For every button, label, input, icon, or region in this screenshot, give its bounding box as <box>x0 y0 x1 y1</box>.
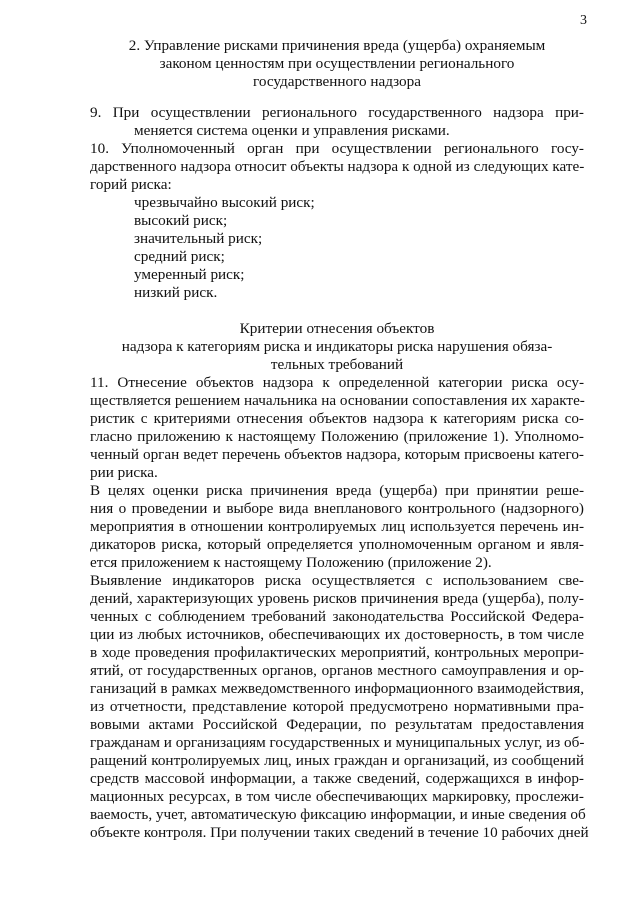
indicators-line-9: вовыми актами Российской Федерации, по результатам предоставления <box>90 716 584 733</box>
risk-list-item-1: чрезвычайно высокий риск; <box>134 194 315 211</box>
indicators-line-10: гражданам и организациям государственных и муниципальных услуг, из об- <box>90 734 585 751</box>
paragraph-10-line-3: горий риска: <box>90 176 172 193</box>
paragraph-11-line-6: рии риска. <box>90 464 158 481</box>
indicators-line-6: ятий, от государственных органов, органов местного самоуправления и ор- <box>90 662 584 679</box>
indicators-line-1: Выявление индикаторов риска осуществляется с использованием све- <box>90 572 584 589</box>
paragraph-10-line-1: 10. Уполномоченный орган при осуществлении регионального госу- <box>90 140 584 157</box>
paragraph-11-line-4: гласно приложению к настоящему Положению (приложение 1). Уполномо- <box>90 428 584 445</box>
risk-assessment-line-4: дикаторов риска, который определяется уполномоченным органом и явля- <box>90 536 584 553</box>
indicators-line-13: мационных ресурсах, в том числе обеспечивающих маркировку, прослежи- <box>90 788 584 805</box>
risk-list-item-4: средний риск; <box>134 248 225 265</box>
risk-list-item-5: умеренный риск; <box>134 266 245 283</box>
indicators-line-8: из отчетности, представление которой предусмотрено нормативными пра- <box>90 698 584 715</box>
indicators-line-5: в ходе проведения профилактических мероприятий, контрольных меропри- <box>90 644 584 661</box>
page-number: 3 <box>580 13 587 28</box>
risk-assessment-line-1: В целях оценки риска причинения вреда (ущерба) при принятии реше- <box>90 482 584 499</box>
indicators-line-15: объекте контроля. При получении таких сведений в течение 10 рабочих дней <box>90 824 589 841</box>
risk-list-item-2: высокий риск; <box>134 212 228 229</box>
criteria-heading-line-2: надзора к категориям риска и индикаторы риска нарушения обяза- <box>121 338 553 355</box>
section-heading-line-3: государственного надзора <box>253 73 421 90</box>
paragraph-11-line-2: ществляется решением начальника на основании сопоставления их характе- <box>90 392 585 409</box>
paragraph-11-line-5: ченный орган ведет перечень объектов надзора, которым присвоены катего- <box>90 446 584 463</box>
paragraph-11-line-1: 11. Отнесение объектов надзора к определенной категории риска осу- <box>90 374 584 391</box>
indicators-line-2: дений, характеризующих уровень рисков причинения вреда (ущерба), полу- <box>90 590 584 607</box>
section-heading-line-2: законом ценностям при осуществлении регионального <box>159 55 515 72</box>
risk-assessment-line-3: мероприятия в отношении контролируемых лиц используется перечень ин- <box>90 518 584 535</box>
paragraph-10-line-2: дарственного надзора относит объекты надзора к одной из следующих кате- <box>90 158 585 175</box>
criteria-heading-line-1: Критерии отнесения объектов <box>239 320 435 337</box>
paragraph-11-line-3: ристик с критериями отнесения объектов надзора к категориям риска со- <box>90 410 584 427</box>
indicators-line-12: средств массовой информации, а также сведений, содержащихся в инфор- <box>90 770 584 787</box>
risk-assessment-line-2: ния о проведении и выборе вида внепланового контрольного (надзорного) <box>90 500 584 517</box>
indicators-line-14: ваемость, учет, автоматическую фиксацию информации, и иные сведения об <box>90 806 586 823</box>
risk-assessment-line-5: ется приложением к настоящему Положению (приложение 2). <box>90 554 492 571</box>
indicators-line-4: ции из любых источников, обеспечивающих их достоверность, в том числе <box>90 626 584 643</box>
indicators-line-11: ращений контролируемых лиц, иных граждан и организаций, из сообщений <box>90 752 584 769</box>
section-heading-line-1: 2. Управление рисками причинения вреда (ущерба) охраняемым <box>128 37 546 54</box>
risk-list-item-6: низкий риск. <box>134 284 218 301</box>
criteria-heading-line-3: тельных требований <box>270 356 404 373</box>
paragraph-9-line-1: 9. При осуществлении регионального государственного надзора при- <box>90 104 584 121</box>
paragraph-9-line-2: меняется система оценки и управления рисками. <box>134 122 450 139</box>
indicators-line-7: ганизаций в рамках межведомственного информационного взаимодействия, <box>90 680 584 697</box>
indicators-line-3: ченных с соблюдением требований законодательства Российской Федера- <box>90 608 584 625</box>
risk-list-item-3: значительный риск; <box>134 230 263 247</box>
